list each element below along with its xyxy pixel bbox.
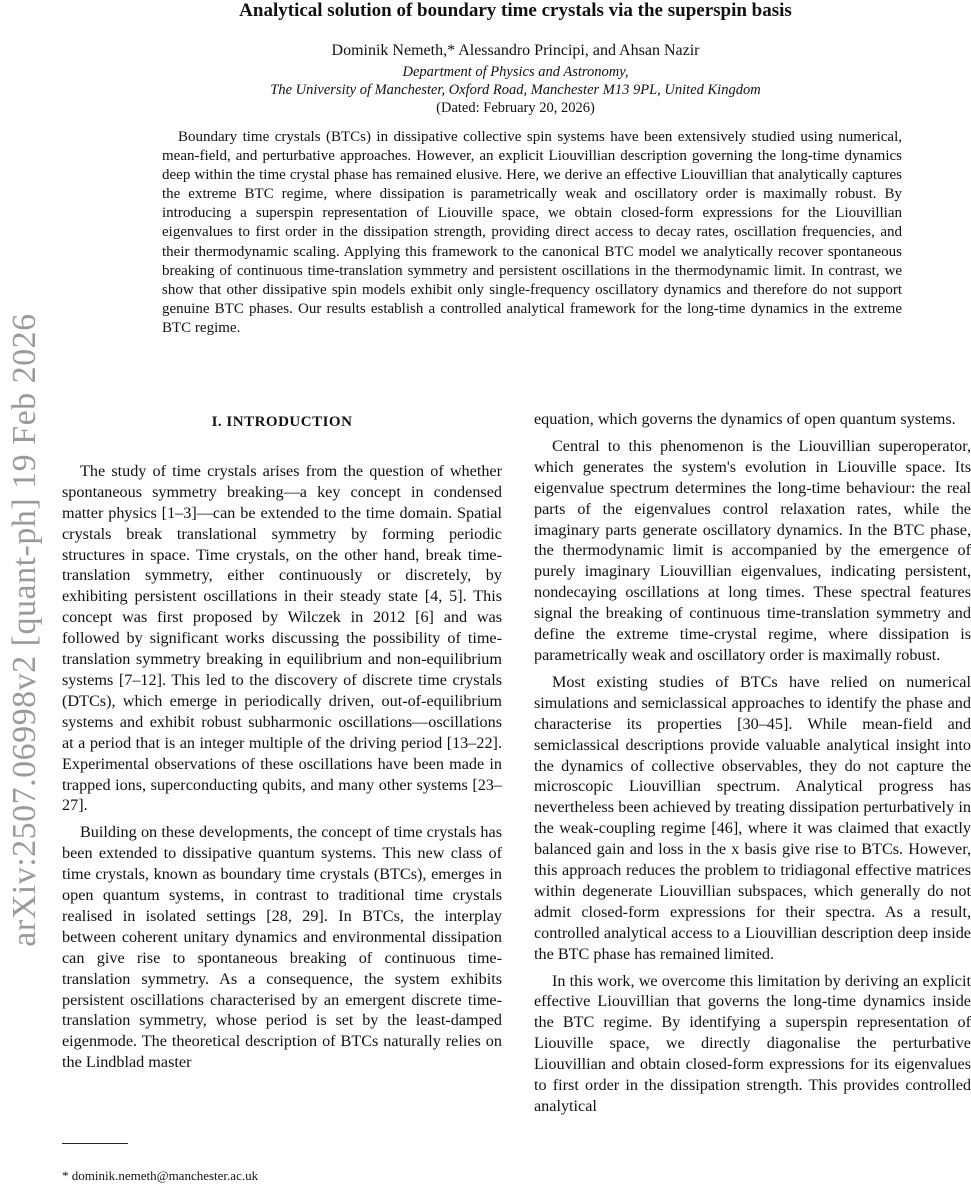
- intro-paragraph: Most existing studies of BTCs have relied on numerical simulations and semiclassical approaches to identify the phase and characterise its properties [30–45]. While mean-field and semiclassical descriptions provide valuable analytical insight into the dynamics of collective observables, they do not capture the microscopic Liouvillian spectrum. Analytical progress has nevertheless been achieved by treating dissipation perturbatively in the weak-coupling regime [46], where it was claimed that exactly balanced gain and loss in the x basis give rise to BTCs. However, this approach reduces the problem to tridiagonal effective matrices within degenerate Liouvillian subspaces, which generally do not admit closed-form expressions for their spectra. As a result, controlled analytical access to a Liouvillian description deep inside the BTC phase has remained limited.: [534, 672, 971, 963]
- intro-paragraph: In this work, we overcome this limitation by deriving an explicit effective Liouvillian that governs the long-time dynamics inside the BTC regime. By identifying a superspin representation of Liouville space, we directly diagonalise the perturbative Liouvillian and obtain closed-form expressions for its eigenvalues to first order in the dissipation strength. This provides controlled analytical: [534, 971, 971, 1115]
- intro-paragraph: Central to this phenomenon is the Liouvillian superoperator, which generates the system's evolution in Liouville space. Its eigenvalue spectrum determines the long-time behaviour: the real parts of the eigenvalues control relaxation rates, while the imaginary parts generate oscillatory dynamics. In the BTC phase, the thermodynamic limit is accompanied by the emergence of purely imaginary Liouvillian eigenvalues, indicating persistent, nondecaying oscillations at long times. These spectral features signal the breaking of continuous time-translation symmetry and define the extreme time-crystal regime, where dissipation is parametrically weak and oscillatory order is maximally robust.: [534, 436, 971, 664]
- intro-paragraph: equation, which governs the dynamics of open quantum systems.: [534, 410, 956, 428]
- footnote-email: * dominik.nemeth@manchester.ac.uk: [62, 1168, 259, 1183]
- author-list: Dominik Nemeth,* Alessandro Principi, and Ahsan Nazir: [331, 42, 700, 59]
- affiliation: [60, 63, 971, 99]
- left-column: [62, 412, 502, 1079]
- section-heading: I. INTRODUCTION: [211, 414, 353, 430]
- footnote-rule: [62, 1143, 128, 1144]
- arxiv-sidebar: [0, 270, 50, 990]
- intro-paragraph: Building on these developments, the concept of time crystals has been extended to dissipative quantum systems. This new class of time crystals, known as boundary time crystals (BTCs), emerges in open quantum systems, in contrast to traditional time crystals realised in isolated settings [28, 29]. In BTCs, the interplay between coherent unitary dynamics and environmental dissipation can give rise to spontaneous breaking of continuous time-translation symmetry. As a consequence, the system exhibits persistent oscillations characterised by an emergent discrete time-translation symmetry, whose period is set by the least-damped eigenmode. The theoretical description of BTCs naturally relies on the Lindblad master: [62, 823, 502, 1072]
- intro-paragraph: The study of time crystals arises from the question of whether spontaneous symmetry breaking—a key concept in condensed matter physics [1–3]—can be extended to the time domain. Spatial crystals break translational symmetry by forming periodic structures in space. Time crystals, on the other hand, break time-translation symmetry, either continuously or discretely, by exhibiting persistent oscillations in their steady state [4, 5]. This concept was first proposed by Wilczek in 2012 [6] and was followed by significant works discussing the possibility of time-translation symmetry breaking in equilibrium and non-equilibrium systems [7–12]. This led to the discovery of discrete time crystals (DTCs), which emerge in periodically driven, out-of-equilibrium systems and exhibit robust subharmonic oscillations—oscillations at a period that is an integer multiple of the driving period [13–22]. Experimental observations of these oscillations have been made in trapped ions, superconducting qubits, and many other systems [23–27].: [62, 461, 502, 815]
- abstract: Boundary time crystals (BTCs) in dissipative collective spin systems have been extensively studied using numerical, mean-field, and perturbative approaches. However, an explicit Liouvillian description governing the long-time dynamics deep within the time crystal phase has remained elusive. Here, we derive an effective Liouvillian that analytically captures the extreme BTC regime, where dissipation is parametrically weak and oscillatory order is maximally robust. By introducing a superspin representation of Liouville space, we obtain closed-form expressions for the Liouvillian eigenvalues to first order in the dissipation strength, providing direct access to decay rates, oscillation frequencies, and their thermodynamic scaling. Applying this framework to the canonical BTC model we analytically recover spontaneous breaking of continuous time-translation symmetry and persistent oscillations in the thermodynamic limit. In contrast, we show that other dissipative spin models exhibit only single-frequency oscillatory dynamics and therefore do not support genuine BTC phases. Our results establish a controlled analytical framework for the long-time dynamics in the extreme BTC regime.: [162, 129, 902, 336]
- paper-title: Analytical solution of boundary time crystals via the superspin basis: [239, 0, 792, 21]
- arxiv-identifier: arXiv:2507.06998v2 [quant-ph] 19 Feb 2026: [6, 313, 43, 947]
- affiliation-department: Department of Physics and Astronomy,: [402, 64, 629, 80]
- right-column: [534, 409, 971, 1123]
- affiliation-university: The University of Manchester, Oxford Road, Manchester M13 9PL, United Kingdom: [270, 82, 761, 98]
- dated-line: (Dated: February 20, 2026): [436, 100, 595, 116]
